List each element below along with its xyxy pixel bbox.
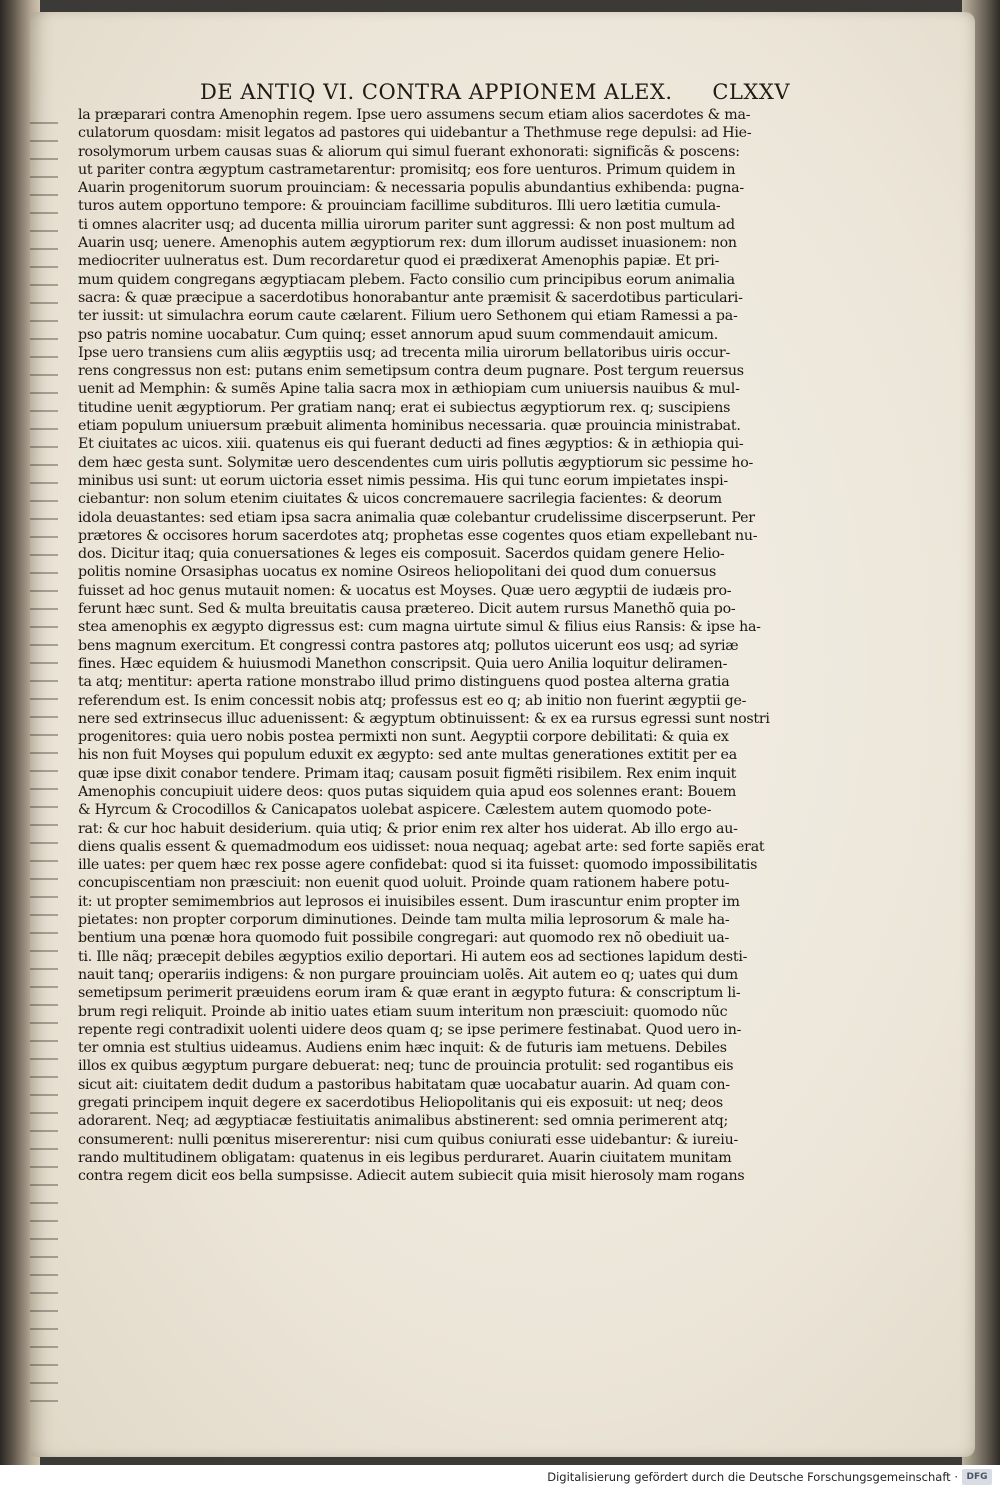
text-line: referendum est. Is enim concessit nobis atq; professus est eo q; ab initio non fuerint ægyptii ge- <box>78 692 747 709</box>
text-line: pso patris nomine uocabatur. Cum quinq; esset annorum apud suum commendauit amicum. <box>78 326 719 343</box>
text-line: ti omnes alacriter usq; ad ducenta millia uirorum pariter sunt aggressi: & non post multum ad <box>78 216 735 233</box>
text-line: fines. Hæc equidem & huiusmodi Manethon conscripsit. Quia uero Anilia loquitur deliramen- <box>78 655 728 672</box>
footer-bar <box>0 1465 1000 1491</box>
text-line: bentium una pœnæ hora quomodo fuit possibile congregari: aut quomodo rex nõ obediuit ua- <box>78 930 730 947</box>
text-line: ter iussit: ut simulachra eorum caute cælarent. Filium uero Sethonem qui etiam Ramessi a pa- <box>78 308 738 325</box>
text-line: ut pariter contra ægyptum castrametarentur: promisitq; eos fore uenturos. Primum quidem in <box>78 161 736 178</box>
text-line: his non fuit Moyses qui populum eduxit ex ægypto: sed ante multas generationes extitit per ea <box>78 747 737 764</box>
text-line: mediocriter uulneratus est. Dum recordaretur quod ei prædixerat Amenophis papiæ. Et pri- <box>78 253 720 270</box>
text-line: uenit ad Memphin: & sumẽs Apine talia sacra mox in æthiopiam cum uniuersis nauibus & mul- <box>78 381 740 398</box>
text-line: ferunt hæc sunt. Sed & multa breuitatis causa prætereo. Dicit autem rursus Manethõ quia po- <box>78 601 736 618</box>
text-line: minibus usi sunt: ut eorum uictoria esset nimis pessima. His qui tunc eorum impietates inspi- <box>78 472 728 489</box>
text-line: prætores & occisores horum sacerdotes atq; prophetas esse cogentes quos etiam expellebant nu- <box>78 527 758 544</box>
text-line: illos ex quibus ægyptum purgare debuerat: neq; tunc de prouincia protulit: sed rogantibus eis <box>78 1058 734 1075</box>
folio-number: CLXXV <box>712 80 790 104</box>
text-line: Et ciuitates ac uicos. xiii. quatenus eis qui fuerant deducti ad fines ægyptios: & in æthiopia qui- <box>78 436 744 453</box>
text-line: rando multitudinem obligatam: quatenus in eis legibus perduraret. Auarin ciuitatem munitam <box>78 1149 732 1166</box>
text-line: idola deuastantes: sed etiam ipsa sacra animalia quæ colebantur crudelissime discerpserunt. Per <box>78 509 755 526</box>
text-line: rens congressus non est: putans enim semetipsum contra deum pugnare. Post tergum reuersus <box>78 363 744 380</box>
dfg-logo: DFG <box>962 1469 992 1485</box>
text-line: adorarent. Neq; ad ægyptiacæ festiuitatis animalibus abstinerent: sed omnia perimerent atq; <box>78 1113 729 1130</box>
facing-page-edge <box>30 122 58 1412</box>
text-line: titudine uenit ægyptiorum. Per gratiam nanq; erat ei subiectus ægyptiorum rex. q; suscipiens <box>78 399 731 416</box>
text-line: consumerent: nulli pœnitus misererentur: nisi cum quibus coniurati esse uidebantur: & iureiu- <box>78 1131 739 1148</box>
text-line: sicut ait: ciuitatem dedit dudum a pastoribus habitatam quæ uocabatur auarin. Ad quam con- <box>78 1076 730 1093</box>
text-line: etiam populum uniuersum præbuit alimenta hominibus necessaria. quæ prouincia ministrabat. <box>78 418 741 435</box>
text-line: ti. Ille nãq; præcepit debiles ægyptios exilio deportari. Hi autem eos ad sectiones lapidum desti- <box>78 948 748 965</box>
text-line: it: ut propter semimembrios aut leprosos ei inuisibiles essent. Dum irascuntur enim propter im <box>78 893 740 910</box>
text-line: dem hæc gesta sunt. Solymitæ uero descendentes cum uiris pollutis ægyptiorum sic pessime ho- <box>78 454 754 471</box>
text-line: turos autem opportuno tempore: & prouinciam facillime subdituros. Illi uero lætitia cumula- <box>78 198 721 215</box>
text-line: nauit tanq; operariis indigens: & non purgare prouinciam uolẽs. Ait autem eo q; uates qui dum <box>78 966 738 983</box>
text-line: semetipsum perimerit præuidens eorum iram & quæ erant in ægypto futura: & conscriptum li- <box>78 985 741 1002</box>
text-line: ille uates: per quem hæc rex posse agere confidebat: quod si ita fuisset: quomodo impossibilitatis <box>78 857 758 874</box>
text-line: Auarin usq; uenere. Amenophis autem ægyptiorum rex: dum illorum audisset inuasionem: non <box>78 235 737 252</box>
footer-credit: Digitalisierung gefördert durch die Deutsche Forschungsgemeinschaft · <box>547 1470 958 1484</box>
text-line: diens qualis essent & quemadmodum eos uidisset: noua nequaq; agebat arte: sed forte sapiẽs erat <box>78 838 765 855</box>
text-line: repente regi contradixit uolenti uidere deos quam q; se ipse perimere festinabat. Quod uero in- <box>78 1021 742 1038</box>
text-line: quæ ipse dixit conabor tendere. Primam itaq; causam posuit figmẽti risibilem. Rex enim inquit <box>78 765 737 782</box>
text-line: gregati principem inquit degere ex sacerdotibus Heliopolitanis qui eis exposuit: ut neq; deos <box>78 1095 723 1112</box>
text-line: progenitores: quia uero nobis postea permixti non sunt. Aegyptii corpore debilitati: & quia ex <box>78 729 729 746</box>
text-line: rosolymorum urbem causas suas & aliorum qui simul fuerant exhonorati: significãs & poscens: <box>78 143 740 160</box>
text-line: mum quidem congregans ægyptiacam plebem. Facto consilio cum principibus eorum animalia <box>78 271 735 288</box>
text-line: stea amenophis ex ægypto digressus est: cum magna uirtute simul & filius eius Ransis: & ipse ha- <box>78 619 761 636</box>
text-line: la præparari contra Amenophin regem. Ipse uero assumens secum etiam alios sacerdotes & ma- <box>78 107 751 123</box>
text-line: rat: & cur hoc habuit desiderium. quia utiq; & prior enim rex alter hos uiderat. Ab illo ergo au- <box>78 820 738 837</box>
text-line: nere sed extrinsecus illuc aduenissent: & ægyptum obtinuissent: & ex ea rursus egressi sunt nostri <box>78 710 770 727</box>
text-line: brum regi reliquit. Proinde ab initio uates etiam suum interitum non præsciuit: quomodo nũc <box>78 1003 728 1020</box>
text-line: Auarin progenitorum suorum prouinciam: & necessaria populis abundantius exhibenda: pugna- <box>78 180 744 197</box>
body-text <box>78 106 790 1186</box>
text-line: concupiscentiam non præsciuit: non euenit quod uoluit. Proinde quam rationem habere potu- <box>78 875 730 892</box>
text-line: bens magnum exercitum. Et congressi contra pastores atq; pollutos uicerunt eos usq; ad syriæ <box>78 637 739 654</box>
running-head-title: DE ANTIQ VI. CONTRA APPIONEM ALEX. <box>200 80 673 104</box>
text-line: contra regem dicit eos bella sumpsisse. Adiecit autem subiecit quia misit hierosoly mam rogans <box>78 1168 745 1185</box>
text-line: fuisset ad hoc genus mutauit nomen: & uocatus est Moyses. Quæ uero ægyptii de iudæis pro- <box>78 582 732 599</box>
text-line: Ipse uero transiens cum aliis ægyptiis usq; ad trecenta milia uirorum bellatoribus uiris occur- <box>78 344 730 361</box>
text-line: ciebantur: non solum etenim ciuitates & uicos concremauere sacrilegia facientes: & deorum <box>78 491 722 508</box>
text-line: dos. Dicitur itaq; quia conuersationes & leges eis composuit. Sacerdos quidam genere Helio- <box>78 546 725 563</box>
text-line: politis nomine Orsasiphas uocatus ex nomine Osireos heliopolitani dei quod dum conuersus <box>78 564 717 581</box>
text-line: & Hyrcum & Crocodillos & Canicapatos uolebat aspicere. Cælestem autem quomodo pote- <box>78 802 712 819</box>
text-line: Amenophis concupiuit uidere deos: quos putas siquidem quia apud eos solennes erant: Bouem <box>78 783 737 800</box>
text-line: ter omnia est stultius uideamus. Audiens enim hæc inquit: & de futuris iam metuens. Debiles <box>78 1040 727 1057</box>
text-line: culatorum quosdam: misit legatos ad pastores qui uidebantur a Thethmuse rege depulsi: ad Hie- <box>78 125 752 142</box>
text-line: sacra: & quæ præcipue a sacerdotibus honorabantur ante præmisit & sacerdotibus particulari- <box>78 289 743 306</box>
text-line: ta atq; mentitur: aperta ratione monstrabo illud primo distinguens quod postea alterna gratia <box>78 674 730 691</box>
text-line: pietates: non propter corporum diminutiones. Deinde tam multa milia leprosorum & male ha- <box>78 912 730 929</box>
